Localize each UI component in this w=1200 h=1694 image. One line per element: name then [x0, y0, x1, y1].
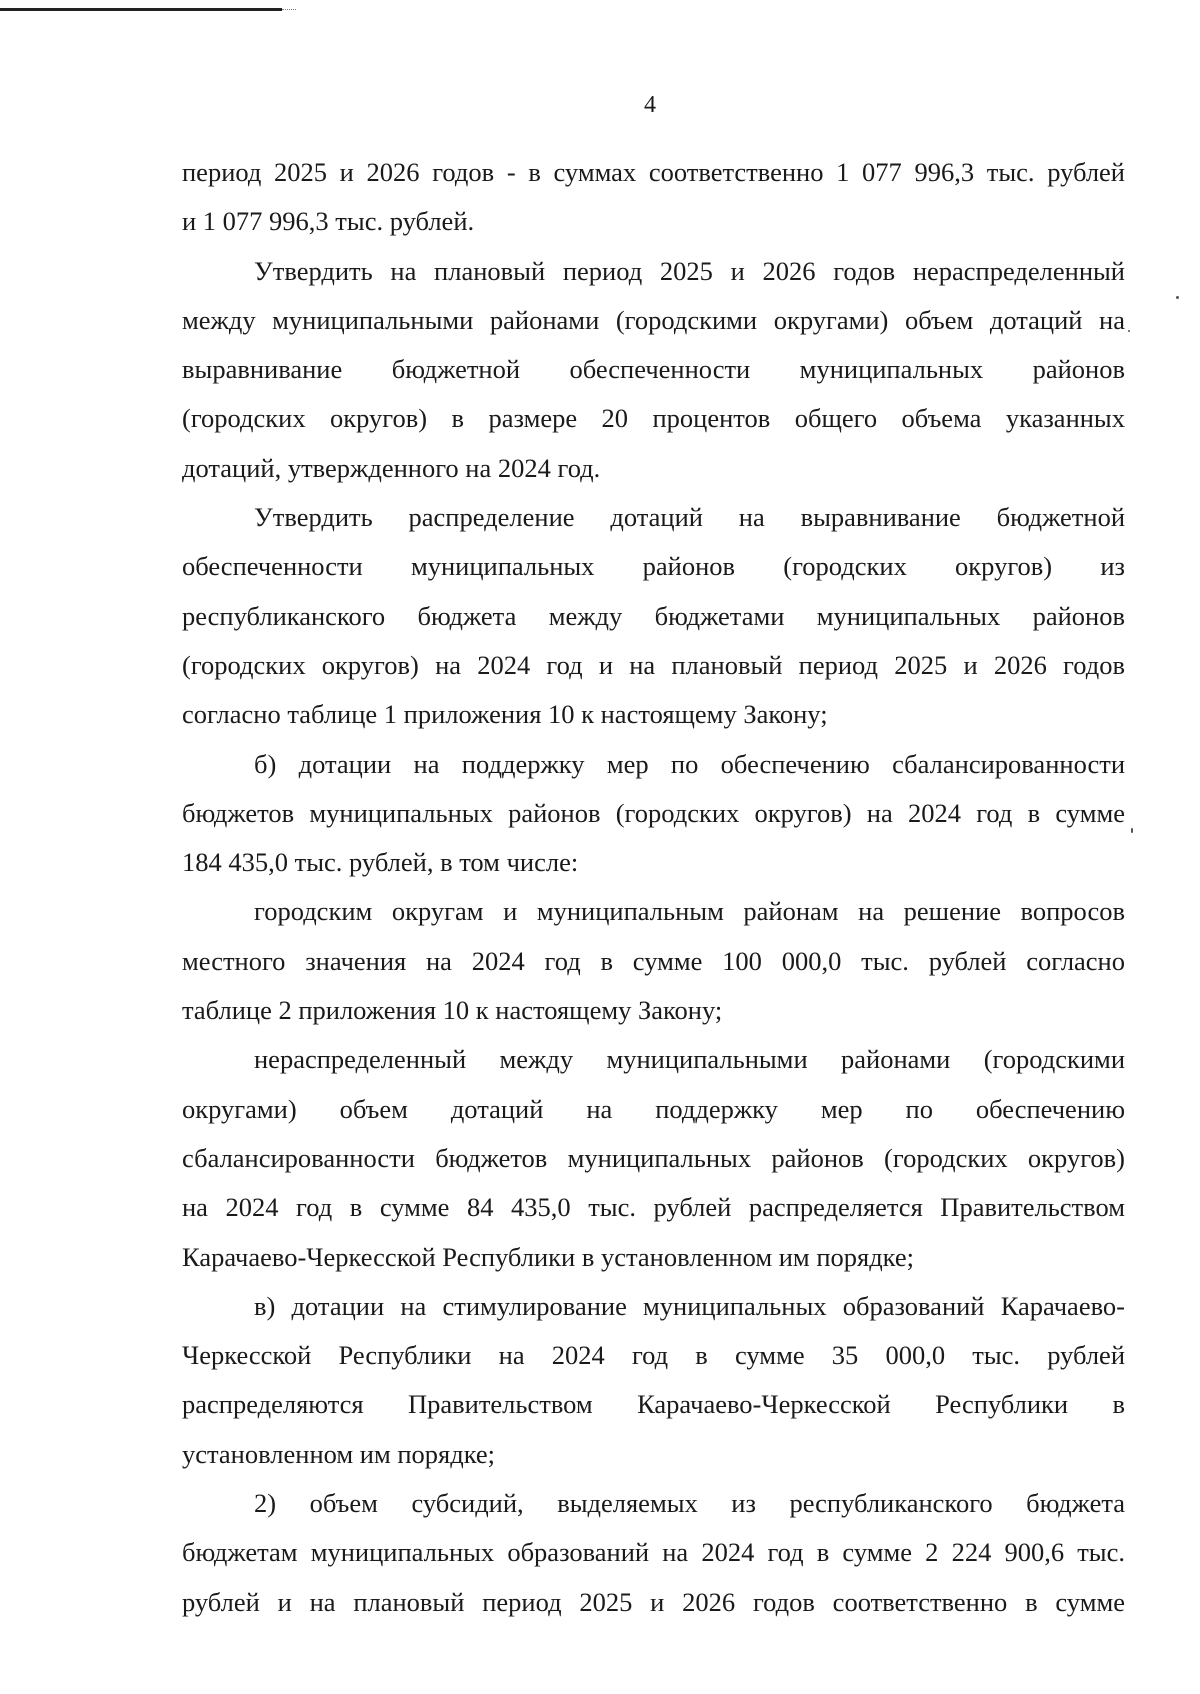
paragraph — [182, 1479, 1125, 1627]
text-line: дотаций, утвержденного на 2024 год. — [182, 452, 601, 483]
text-line: в) дотации на стимулирование муниципальных образований Карачаево- — [254, 1290, 1125, 1321]
text-line: (городских округов) в размере 20 процентов общего объема указанных — [182, 403, 1125, 434]
paragraph — [182, 740, 1125, 888]
text-line: бюджетов муниципальных районов (городских округов) на 2024 год в сумме — [182, 797, 1125, 828]
top-edge-rule — [0, 8, 282, 11]
text-line: городским округам и муниципальным районам на решение вопросов — [254, 896, 1125, 927]
text-line: установленном им порядке; — [182, 1438, 496, 1469]
text-line: Черкесской Республики на 2024 год в сумме 35 000,0 тыс. рублей — [182, 1340, 1125, 1371]
paragraph — [182, 148, 1125, 247]
text-line: Утвердить на плановый период 2025 и 2026 годов нераспределенный — [254, 255, 1125, 286]
paragraph — [182, 247, 1125, 493]
scan-speck — [1176, 296, 1179, 299]
page-number: 4 — [644, 92, 656, 118]
text-line: 184 435,0 тыс. рублей, в том числе: — [182, 847, 579, 878]
text-line: между муниципальными районами (городскими округами) объем дотаций на — [182, 304, 1125, 335]
text-line: выравнивание бюджетной обеспеченности муниципальных районов — [182, 354, 1125, 385]
paragraph — [182, 887, 1125, 1035]
paragraph — [182, 1035, 1125, 1281]
text-line: (городских округов) на 2024 год и на плановый период 2025 и 2026 годов — [182, 649, 1125, 680]
text-line: период 2025 и 2026 годов - в суммах соответственно 1 077 996,3 тыс. рублей — [182, 157, 1125, 187]
text-line: и 1 077 996,3 тыс. рублей. — [182, 206, 475, 237]
text-line: сбалансированности бюджетов муниципальных районов (городских округов) — [182, 1142, 1125, 1173]
text-line: бюджетам муниципальных образований на 2024 год в сумме 2 224 900,6 тыс. — [182, 1537, 1125, 1568]
text-line: распределяются Правительством Карачаево-Черкесской Республики в — [182, 1389, 1125, 1420]
text-line: нераспределенный между муниципальными районами (городскими — [254, 1044, 1125, 1075]
text-line: республиканского бюджета между бюджетами муниципальных районов — [182, 600, 1125, 631]
text-line: округами) объем дотаций на поддержку мер по обеспечению — [182, 1093, 1125, 1124]
text-line: Карачаево-Черкесской Республики в установленном им порядке; — [182, 1241, 915, 1272]
text-line: 2) объем субсидий, выделяемых из республиканского бюджета — [254, 1488, 1125, 1519]
text-line: Утвердить распределение дотаций на выравнивание бюджетной — [254, 502, 1125, 533]
paragraph — [182, 493, 1125, 739]
text-line: местного значения на 2024 год в сумме 100 000,0 тыс. рублей согласно — [182, 945, 1125, 976]
paragraph — [182, 1282, 1125, 1479]
top-edge-rule-trail — [282, 9, 296, 11]
scan-speck — [1131, 828, 1133, 833]
text-line: обеспеченности муниципальных районов (городских округов) из — [182, 551, 1125, 582]
text-line: на 2024 год в сумме 84 435,0 тыс. рублей распределяется Правительством — [182, 1192, 1125, 1223]
text-line: б) дотации на поддержку мер по обеспечению сбалансированности — [254, 748, 1125, 779]
scan-speck — [1128, 330, 1130, 332]
text-line: согласно таблице 1 приложения 10 к настоящему Закону; — [182, 699, 828, 730]
document-body — [182, 148, 1125, 1627]
text-line: таблице 2 приложения 10 к настоящему Закону; — [182, 995, 723, 1026]
text-line: рублей и на плановый период 2025 и 2026 годов соответственно в сумме — [182, 1586, 1125, 1617]
